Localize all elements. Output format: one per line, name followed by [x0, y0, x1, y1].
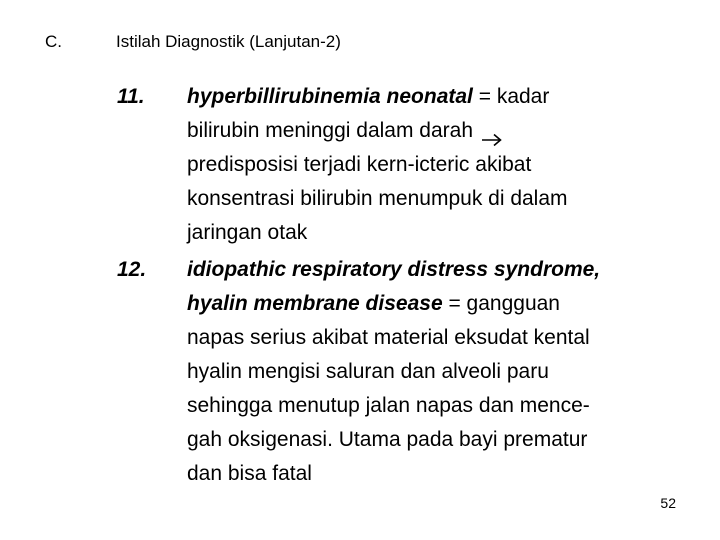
page-number: 52	[660, 495, 676, 511]
section-letter: C.	[45, 32, 62, 51]
right-arrow-icon	[481, 124, 503, 138]
item-11-line-2-text: bilirubin meninggi dalam darah	[187, 119, 474, 142]
item-11-line-4: konsentrasi bilirubin menumpuk di dalam	[187, 187, 568, 210]
item-12-line-2	[187, 287, 667, 321]
item-text-12	[187, 253, 667, 491]
item-12-line-3: napas serius akibat material eksudat kental	[187, 326, 590, 349]
item-11-line-1	[187, 80, 667, 114]
item-12-line-6: gah oksigenasi. Utama pada bayi prematur	[187, 428, 588, 451]
item-11-line-3: predisposisi terjadi kern-icteric akibat	[187, 153, 532, 176]
term-idiopathic-rds: idiopathic respiratory distress syndrome,	[187, 258, 601, 281]
item-11-definition-start: = kadar	[472, 85, 550, 108]
item-11-line-5: jaringan otak	[187, 221, 308, 244]
item-12-line-7: dan bisa fatal	[187, 462, 312, 485]
item-number-11: 11.	[117, 85, 145, 108]
item-12-definition-start: = gangguan	[442, 292, 560, 315]
item-12-line-4: hyalin mengisi saluran dan alveoli paru	[187, 360, 549, 383]
item-11-line-2	[187, 114, 667, 148]
section-title: Istilah Diagnostik (Lanjutan-2)	[116, 32, 341, 51]
item-12-line-5: sehingga menutup jalan napas dan mence-	[187, 394, 590, 417]
item-text-11	[187, 80, 667, 250]
term-hyperbilirubinemia: hyperbillirubinemia neonatal	[187, 85, 473, 108]
item-number-12: 12.	[117, 258, 147, 281]
term-hyalin-membrane-disease: hyalin membrane disease	[187, 292, 443, 315]
